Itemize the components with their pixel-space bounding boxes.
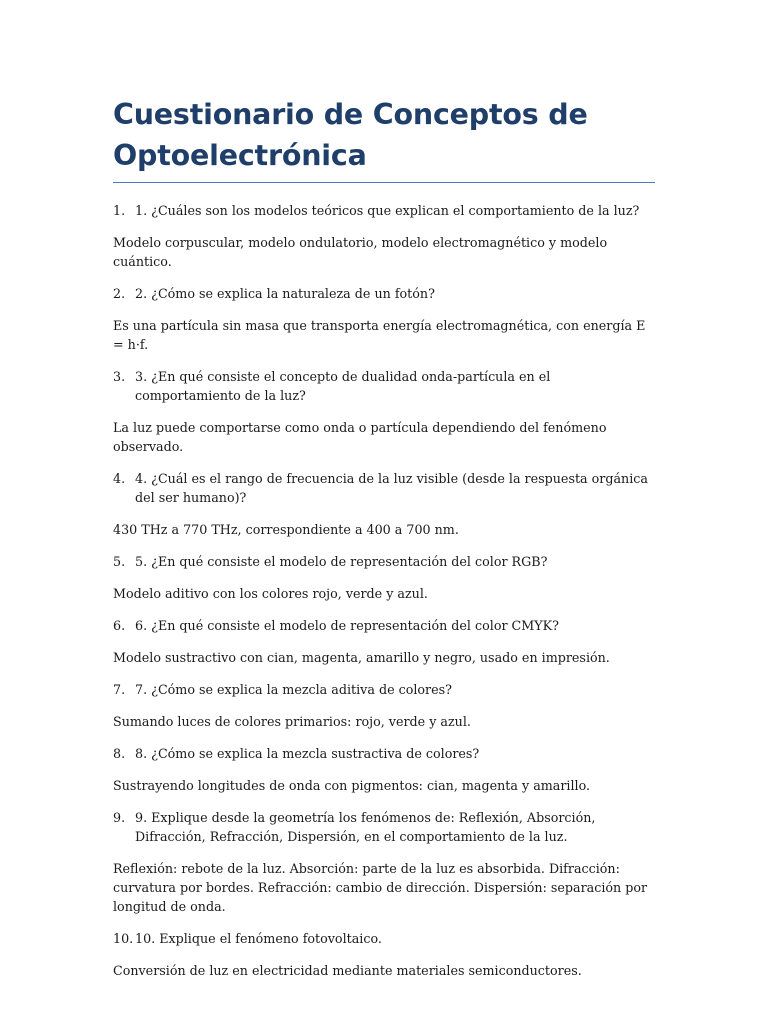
question-number: 9.: [113, 810, 126, 825]
answer-text: Es una partícula sin masa que transporta energía electromagnética, con energía E = h·f.: [113, 318, 646, 352]
answer-text: Reflexión: rebote de la luz. Absorción: parte de la luz es absorbida. Difracción: curvatura por bordes. Refracción: cambio de dirección. Dispersión: separación por longitud de onda.: [113, 861, 648, 914]
question-text: 4. ¿Cuál es el rango de frecuencia de la luz visible (desde la respuesta orgánica del ser humano)?: [135, 471, 648, 505]
question-number: 2.: [113, 286, 126, 301]
question-number: 6.: [113, 618, 126, 633]
question-number: 7.: [113, 682, 126, 697]
question-number: 1.: [113, 203, 126, 218]
document-page: [113, 94, 655, 993]
question-text: 5. ¿En qué consiste el modelo de representación del color RGB?: [135, 554, 548, 569]
question-item: [113, 744, 655, 763]
answer-text: Modelo aditivo con los colores rojo, verde y azul.: [113, 586, 428, 601]
question-item: [113, 680, 655, 699]
question-item: [113, 929, 655, 948]
question-item: [113, 367, 655, 405]
answer-text: Modelo sustractivo con cian, magenta, amarillo y negro, usado en impresión.: [113, 650, 610, 665]
question-number: 4.: [113, 471, 126, 486]
document-title: Cuestionario de Conceptos de Optoelectrónica: [113, 94, 655, 183]
question-text: 10. Explique el fenómeno fotovoltaico.: [135, 931, 382, 946]
question-answer-list: [113, 201, 655, 980]
answer-text: Sustrayendo longitudes de onda con pigmentos: cian, magenta y amarillo.: [113, 778, 591, 793]
question-text: 7. ¿Cómo se explica la mezcla aditiva de colores?: [135, 682, 452, 697]
question-text: 9. Explique desde la geometría los fenómenos de: Reflexión, Absorción, Difracción, Refracción, Dispersión, en el comportamiento de la luz.: [135, 810, 596, 844]
question-item: [113, 552, 655, 571]
question-item: [113, 616, 655, 635]
answer-text: Conversión de luz en electricidad mediante materiales semiconductores.: [113, 963, 582, 978]
question-text: 3. ¿En qué consiste el concepto de dualidad onda-partícula en el comportamiento de la luz?: [135, 369, 551, 403]
answer-text: Modelo corpuscular, modelo ondulatorio, modelo electromagnético y modelo cuántico.: [113, 235, 608, 269]
question-text: 6. ¿En qué consiste el modelo de representación del color CMYK?: [135, 618, 559, 633]
question-item: [113, 808, 655, 846]
question-number: 5.: [113, 554, 126, 569]
question-number: 8.: [113, 746, 126, 761]
question-item: [113, 469, 655, 507]
question-item: [113, 201, 655, 220]
question-text: 1. ¿Cuáles son los modelos teóricos que explican el comportamiento de la luz?: [135, 203, 640, 218]
question-text: 8. ¿Cómo se explica la mezcla sustractiva de colores?: [135, 746, 480, 761]
answer-text: La luz puede comportarse como onda o partícula dependiendo del fenómeno observado.: [113, 420, 607, 454]
question-item: [113, 284, 655, 303]
question-number: 3.: [113, 369, 126, 384]
question-number: 10.: [113, 931, 134, 946]
question-text: 2. ¿Cómo se explica la naturaleza de un fotón?: [135, 286, 435, 301]
answer-text: 430 THz a 770 THz, correspondiente a 400 a 700 nm.: [113, 522, 459, 537]
answer-text: Sumando luces de colores primarios: rojo, verde y azul.: [113, 714, 471, 729]
